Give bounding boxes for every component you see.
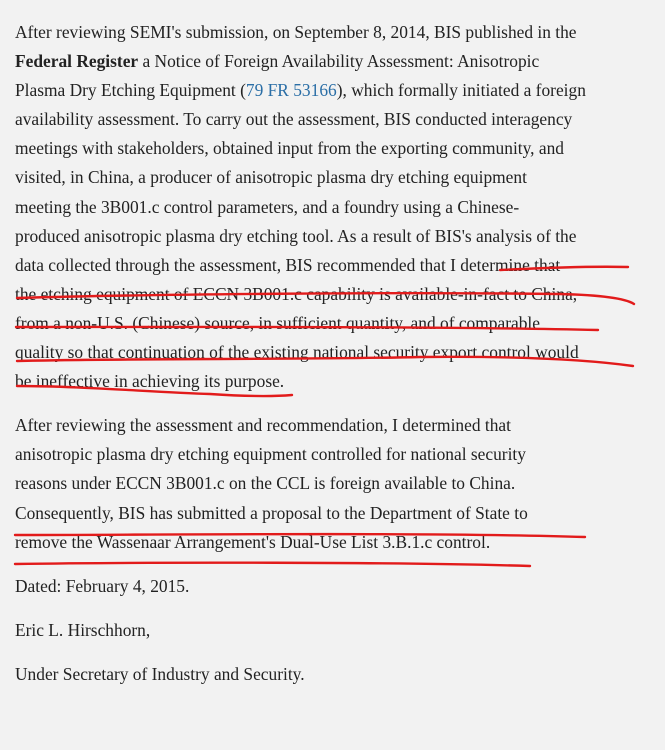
text-line: quality so that continuation of the existing national security export control would xyxy=(15,342,579,363)
underline-stroke xyxy=(15,563,530,566)
text-line: be ineffective in achieving its purpose. xyxy=(15,371,285,392)
dated-line xyxy=(15,572,649,601)
text-line: Eric L. Hirschhorn, xyxy=(15,619,151,640)
paragraph-assessment xyxy=(15,18,649,396)
signer-title xyxy=(15,660,649,689)
text-line: Under Secretary of Industry and Security. xyxy=(15,663,305,684)
text-fragment: Plasma Dry Etching Equipment ( xyxy=(15,80,246,101)
text-fragment: ), which formally initiated a foreign xyxy=(336,80,586,101)
text-line: from a non-U.S. (Chinese) source, in sufficient quantity, and of comparable xyxy=(15,312,540,333)
text-line: meeting the 3B001.c control parameters, and a foundry using a Chinese- xyxy=(15,196,520,217)
text-line: anisotropic plasma dry etching equipment controlled for national security xyxy=(15,444,526,465)
text-line xyxy=(15,47,649,76)
text-fragment: a Notice of Foreign Availability Assessment: Anisotropic xyxy=(138,51,540,72)
text-line: After reviewing SEMI's submission, on September 8, 2014, BIS published in the xyxy=(15,22,577,42)
text-line: produced anisotropic plasma dry etching tool. As a result of BIS's analysis of the xyxy=(15,225,577,246)
text-line: Dated: February 4, 2015. xyxy=(15,575,190,596)
text-line: remove the Wassenaar Arrangement's Dual-Use List 3.B.1.c control. xyxy=(15,531,491,552)
fr-citation-link[interactable]: 79 FR 53166 xyxy=(245,80,337,101)
text-line: the etching equipment of ECCN 3B001.c capability is available-in-fact to China, xyxy=(15,283,578,304)
text-line xyxy=(15,76,649,105)
text-line: After reviewing the assessment and recommendation, I determined that xyxy=(15,415,511,436)
text-line: Consequently, BIS has submitted a proposal to the Department of State to xyxy=(15,502,528,523)
text-line: data collected through the assessment, BIS recommended that I determine that xyxy=(15,254,561,275)
signer-name xyxy=(15,616,649,645)
paragraph-determination xyxy=(15,411,649,556)
text-line: meetings with stakeholders, obtained input from the exporting community, and xyxy=(15,138,564,159)
federal-register-label: Federal Register xyxy=(15,51,139,72)
text-line: visited, in China, a producer of anisotropic plasma dry etching equipment xyxy=(15,167,527,188)
text-line: reasons under ECCN 3B001.c on the CCL is foreign available to China. xyxy=(15,473,516,494)
text-line: availability assessment. To carry out the assessment, BIS conducted interagency xyxy=(15,109,573,130)
